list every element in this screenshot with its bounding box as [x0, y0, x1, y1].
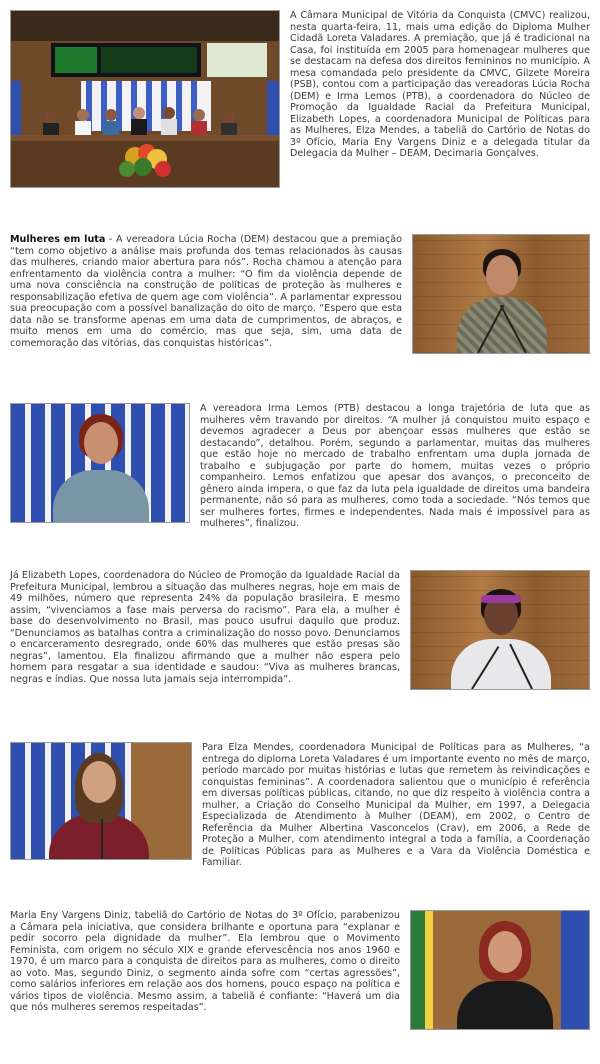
- article-block-maria-eny-diniz: [10, 910, 590, 1034]
- plenary-scene-icon: [11, 11, 279, 187]
- irma-lemos-paragraph: A vereadora Irma Lemos (PTB) destacou a longa trajetória de luta que as mulheres vêm travando por direitos. “A mulher já conquistou muito espaço e devemos agradecer a Deus por abençoar essas mulheres que estão se destacando”, detalhou. Porém, segundo a parlamentar, muitas das mulheres que estão hoje no mercado de trabalho enfrentam uma dupla jornada de trabalho e subjugação por parte do homem, muitas vezes o próprio companheiro. Lemos enfatizou que apesar dos avanços, o preconceito de gênero ainda impera, o que faz da luta pela igualdade de direitos uma bandeira permanente, não só para as mulheres, como toda a sociedade. “Nós temos que ser mulheres fortes, firmes e independentes. Nada mais é impossível para as mulheres”, finalizou.: [200, 403, 590, 529]
- lucia-rocha-photo: [412, 234, 590, 354]
- section-text: A vereadora Lúcia Rocha (DEM) destacou que a premiação “tem como objetivo a análise mais profunda dos temas relacionados às causas das mulheres, criando maior abertura para nós”. Rocha chamou a atenção para enfrentamento da violência contra a mulher: “O fim da violência depende de uma nova consciência na construção de políticas de proteção às mulheres e responsabilização efetiva de quem age com violência”. A parlamentar expressou sua preocupação com a possível banalização do oito de março. “Espero que esta data não se transforme apenas em uma data de cumprimentos, de abraços, e muito menos em uma do comércio, mas que seja, sim, uma data de comemoração das vitórias, das conquistas históricas”.: [10, 234, 403, 349]
- portrait-figure-icon: [457, 243, 547, 353]
- maria-eny-diniz-photo: [410, 910, 590, 1030]
- portrait-figure-icon: [49, 749, 149, 859]
- maria-eny-diniz-paragraph: Maria Eny Vargens Diniz, tabeliã do Cartório de Notas do 3º Ofício, parabenizou a Câmara pela iniciativa, que considera brilhante e oportuna para “explanar e pedir socorro pela dignidade da mulher”. Ela lembrou que o Movimento Feminista, com origem no século XIX e grande efervescência nos anos 1960 e 1970, é um marco para a conquista de direitos para as mulheres, como o direito ao voto. Mas, segundo Diniz, o segmento ainda sofre com “certas agressões”, como salários inferiores em relação aos dos homens, pouco espaço na política e vários tipos de violência. Mesmo assim, a tabeliã é confiante: “Haverá um dia que nós mulheres seremos respeitadas”.: [10, 910, 400, 1013]
- irma-lemos-photo: [10, 403, 190, 523]
- section-heading: Mulheres em luta: [10, 234, 106, 245]
- intro-paragraph: A Câmara Municipal de Vitória da Conquista (CMVC) realizou, nesta quarta-feira, 11, mais uma edição do Diploma Mulher Cidadã Loreta Valadares. A premiação, que já é tradicional na Casa, foi instituída em 2005 para homenagear mulheres que se destacam na defesa dos direitos femininos no município. A mesa comandada pelo presidente da CMVC, Gilzete Moreira (PSB), contou com a participação das vereadoras Lúcia Rocha (DEM) e Irma Lemos (PTB), a coordenadora do Núcleo de Promoção da Igualdade Racial da Prefeitura Municipal, Elizabeth Lopes, a coordenadora Municipal de Políticas para as Mulheres, Elza Mendes, a tabeliã do Cartório de Notas do 3º Ofício, Maria Eny Vargens Diniz e a delegada titular da Delegacia da Mulher – DEAM, Decimaria Gonçalves.: [290, 10, 590, 159]
- article-block-intro: [10, 10, 590, 192]
- elizabeth-lopes-photo: [410, 570, 590, 690]
- article-block-lucia-rocha: [10, 234, 590, 358]
- plenary-session-photo: [10, 10, 280, 188]
- portrait-figure-icon: [451, 583, 551, 689]
- elza-mendes-photo: [10, 742, 192, 860]
- portrait-figure-icon: [457, 919, 553, 1029]
- article-block-elizabeth-lopes: [10, 570, 590, 694]
- heading-separator: -: [105, 234, 116, 245]
- article-block-irma-lemos: [10, 403, 590, 530]
- article-block-elza-mendes: [10, 742, 590, 869]
- portrait-figure-icon: [53, 410, 149, 522]
- elizabeth-lopes-paragraph: Já Elizabeth Lopes, coordenadora do Núcleo de Promoção da Igualdade Racial da Prefeitura Municipal, lembrou a situação das mulheres negras, hoje em mais de 49 milhões, número que representa 24% da população brasileira. E mesmo assim, “vivenciamos a fase mais perversa do racismo”. Para ela, a mulher é base do desenvolvimento no Brasil, mas pouco usufrui daquilo que produz. “Denunciamos as batalhas contra a criminalização do nosso povo. Denunciamos o encarceramento desregrado, onde 60% das mulheres que estão presas são negras”, lamentou. Ela finalizou afirmando que a mulher não espera pelo homem para resgatar a sua identidade e saudou: “Viva as mulheres brancas, negras e índias. Que nossa luta jamais seja interrompida”.: [10, 570, 400, 685]
- elza-mendes-paragraph: Para Elza Mendes, coordenadora Municipal de Políticas para as Mulheres, “a entrega do diploma Loreta Valadares é um importante evento no mês de março, período marcado por muitas histórias e lutas que remetem às reivindicações e conquistas femininas”. A coordenadora salientou que o município é referência em diversas políticas públicas, citando, no que diz respeito à violência contra a mulher, a Criação do Conselho Municipal da Mulher, em 1997, a Delegacia Especializada de Atendimento à Mulher (DEAM), em 2002, o Centro de Referência da Mulher Albertina Vasconcelos (Crav), em 2006, a Rede de Proteção a Mulher, com atendimento integral a toda a família, a Coordenação de Políticas Públicas para as Mulheres e a Vara da Violência Doméstica e Familiar.: [202, 742, 590, 868]
